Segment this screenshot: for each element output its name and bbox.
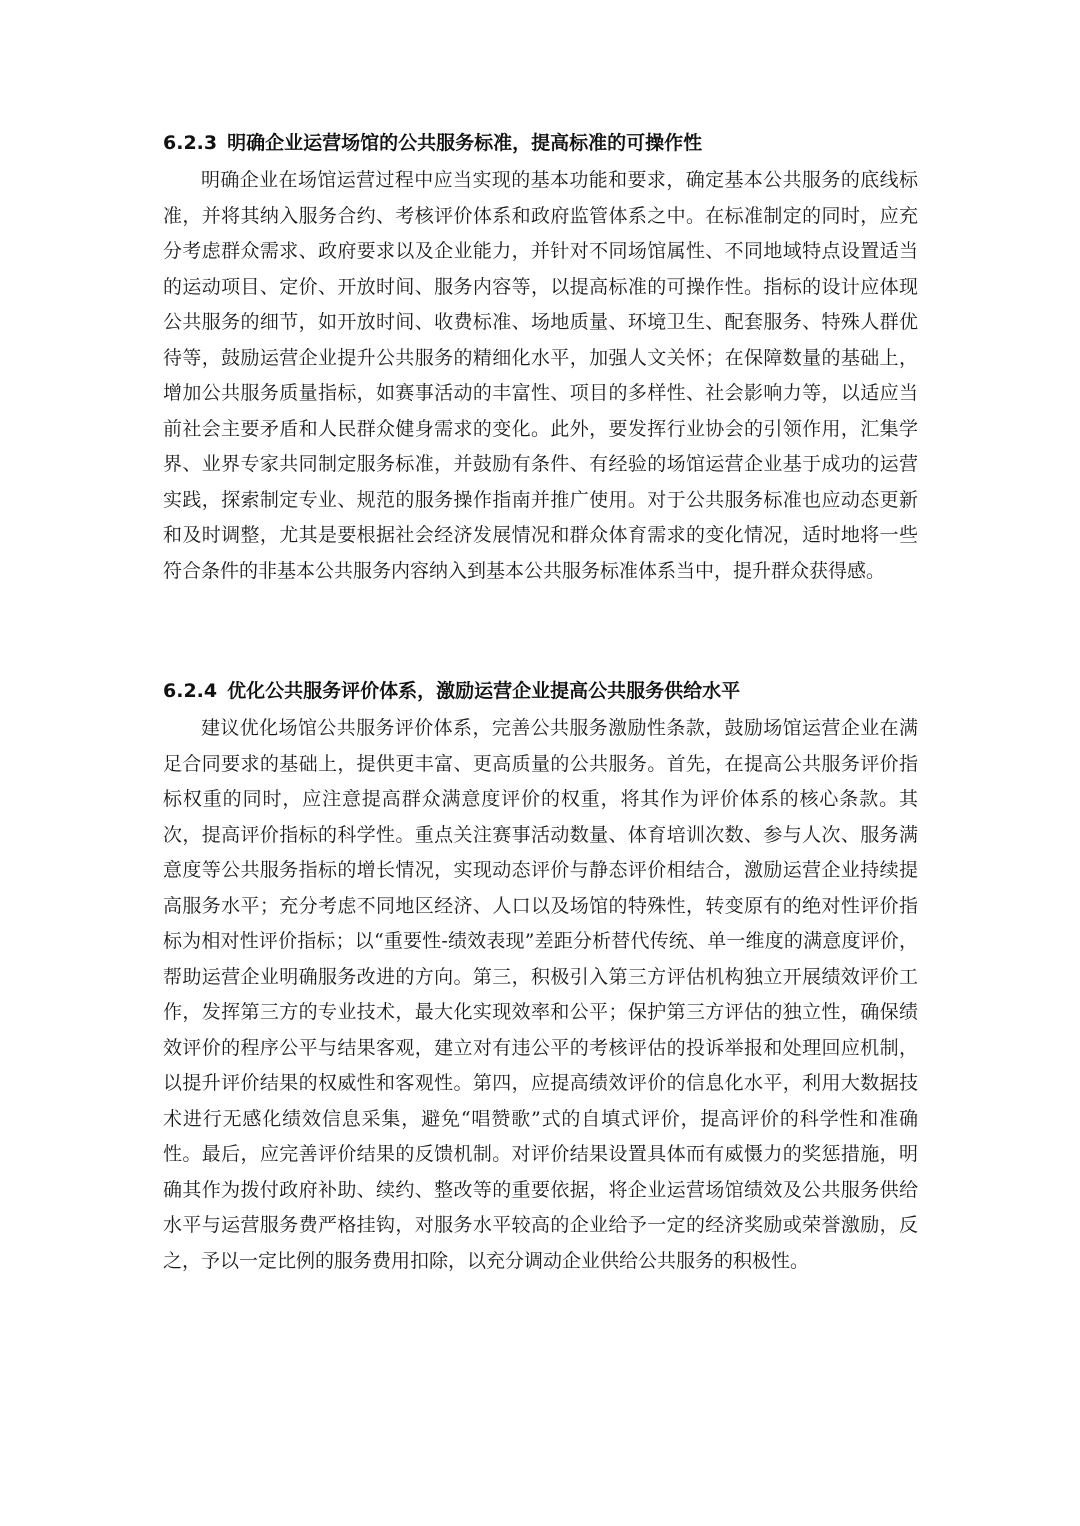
section-number: 6.2.4 [163,680,218,702]
section-title: 优化公共服务评价体系，激励运营企业提高公共服务供给水平 [227,680,741,702]
section-body-6-2-4: 建议优化场馆公共服务评价体系，完善公共服务激励性条款，鼓励场馆运营企业在满足合同要求的基础上，提供更丰富、更高质量的公共服务。首先，在提高公共服务评价指标权重的同时，应注意提高群众满意度评价的权重，将其作为评价体系的核心条款。其次，提高评价指标的科学性。重点关注赛事活动数量、体育培训次数、参与人次、服务满意度等公共服务指标的增长情况，实现动态评价与静态评价相结合，激励运营企业持续提高服务水平；充分考虑不同地区经济、人口以及场馆的特殊性，转变原有的绝对性评价指标为相对性评价指标；以“重要性-绩效表现”差距分析替代传统、单一维度的满意度评价，帮助运营企业明确服务改进的方向。第三，积极引入第三方评估机构独立开展绩效评价工作，发挥第三方的专业技术，最大化实现效率和公平；保护第三方评估的独立性，确保绩效评价的程序公平与结果客观，建立对有违公平的考核评估的投诉举报和处理回应机制，以提升评价结果的权威性和客观性。第四，应提高绩效评价的信息化水平，利用大数据技术进行无感化绩效信息采集，避免“唱赞歌”式的自填式评价，提高评价的科学性和准确性。最后，应完善评价结果的反馈机制。对评价结果设置具体而有威慑力的奖惩措施，明确其作为拨付政府补助、续约、整改等的重要依据，将企业运营场馆绩效及公共服务供给水平与运营服务费严格挂钩，对服务水平较高的企业给予一定的经济奖励或荣誉激励，反之，予以一定比例的服务费用扣除，以充分调动企业供给公共服务的积极性。 [163,717,918,1272]
section-body-6-2-3: 明确企业在场馆运营过程中应当实现的基本功能和要求，确定基本公共服务的底线标准，并将其纳入服务合约、考核评价体系和政府监管体系之中。在标准制定的同时，应充分考虑群众需求、政府要求以及企业能力，并针对不同场馆属性、不同地域特点设置适当的运动项目、定价、开放时间、服务内容等，以提高标准的可操作性。指标的设计应体现公共服务的细节，如开放时间、收费标准、场地质量、环境卫生、配套服务、特殊人群优待等，鼓励运营企业提升公共服务的精细化水平，加强人文关怀；在保障数量的基础上，增加公共服务质量指标，如赛事活动的丰富性、项目的多样性、社会影响力等，以适应当前社会主要矛盾和人民群众健身需求的变化。此外，要发挥行业协会的引领作用，汇集学界、业界专家共同制定服务标准，并鼓励有条件、有经验的场馆运营企业基于成功的运营实践，探索制定专业、规范的服务操作指南并推广使用。对于公共服务标准也应动态更新和及时调整，尤其是要根据社会经济发展情况和群众体育需求的变化情况，适时地将一些符合条件的非基本公共服务内容纳入到基本公共服务标准体系当中，提升群众获得感。 [163,169,918,582]
section-heading-6-2-3 [163,129,702,157]
section-title: 明确企业运营场馆的公共服务标准，提高标准的可操作性 [227,132,703,154]
section-number: 6.2.3 [163,132,218,154]
section-heading-6-2-4 [163,677,740,705]
